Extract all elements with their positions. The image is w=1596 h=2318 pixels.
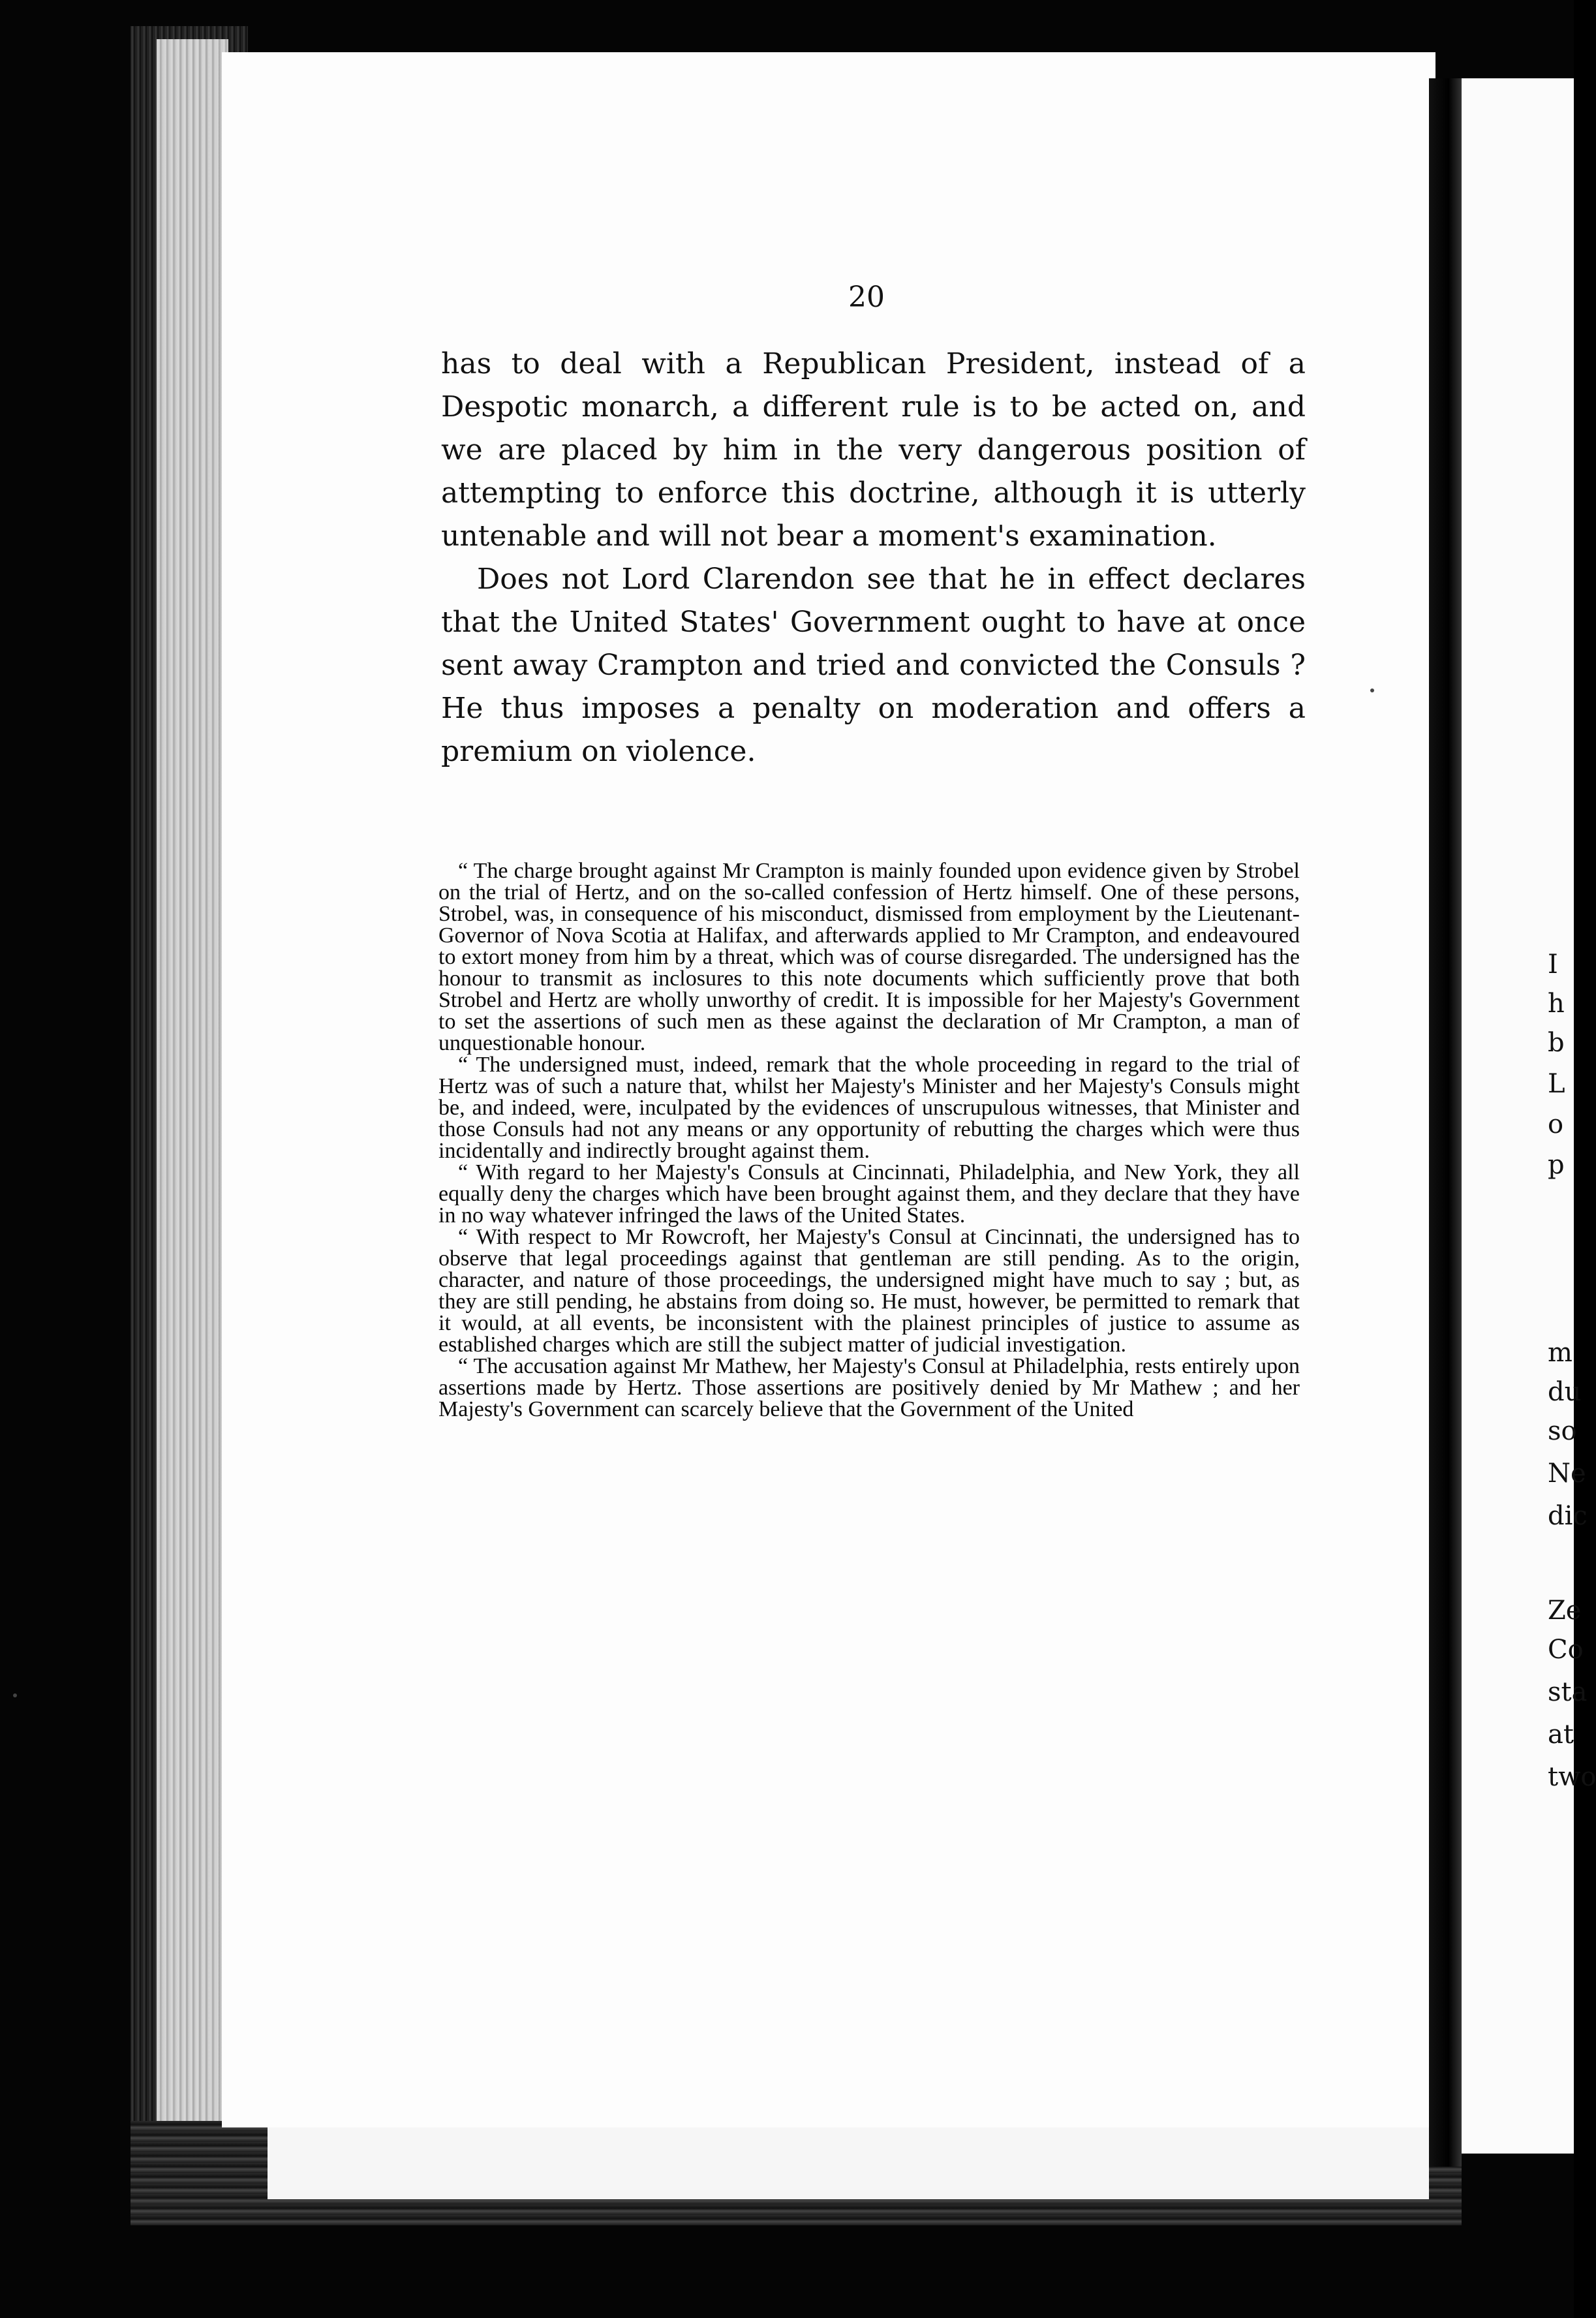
page-gutter [1429,78,1462,2167]
margin-fragment: dic [1548,1501,1588,1531]
quote-paragraph: “ The accusation against Mr Mathew, her Majesty's Consul at Philadelphia, rests entirely upon assertions made by Hertz. Those assertions are positively denied by Mr Mathew ; and her Majesty's Government can scarcely believe that the Government of the United [438,1354,1300,1421]
margin-fragment: du [1548,1377,1582,1407]
margin-fragment: p [1548,1150,1565,1180]
page-edges [157,39,228,2193]
main-body-text [441,343,1306,773]
body-paragraph: Does not Lord Clarendon see that he in effect declares that the United States' Government ought to have at once sent away Crampton and tried and convicted the Consuls ? He thus imposes a penalty on moderation and offers a premium on violence. [441,563,1306,768]
margin-fragment: I [1548,950,1558,980]
margin-fragment: Ze [1548,1596,1582,1626]
margin-fragment: o [1548,1109,1564,1139]
dust-speck [13,1693,17,1697]
quoted-dispatch [438,860,1300,1420]
body-paragraph: has to deal with a Republican President, instead of a Despotic monarch, a different rule is to be acted on, and we are placed by him in the very dangerous position of attempting to enforce this doctrine, although it is utterly untenable and will not bear a moment's examination. [441,347,1306,553]
margin-fragment: L [1548,1069,1565,1099]
quote-paragraph: “ With respect to Mr Rowcroft, her Majesty's Consul at Cincinnati, the undersigned has to observe that legal proceedings against that gentleman are still pending. As to the origin, character, and nature of those proceedings, the undersigned might have much to say ; but, as they are still pending, he abstains from doing so. He must, however, be permitted to remark that it would, at all events, be inconsistent with the plainest principles of justice to assume as established charges which are still the subject matter of judicial investigation. [438,1225,1300,1357]
margin-fragment: Co [1548,1635,1584,1665]
quote-paragraph: “ The charge brought against Mr Crampton is mainly founded upon evidence given by Strobel on the trial of Hertz, and on the so-called confession of Hertz himself. One of these persons, Strobel, was, in consequence of his misconduct, dismissed from employment by the Lieutenant-Governor of Nova Scotia at Halifax, and afterwards applied to Mr Crampton, and endeavoured to extort money from him by a threat, which was of course disregarded. The undersigned has the honour to transmit as inclosures to this note documents which sufficiently prove that both Strobel and Hertz are wholly unworthy of credit. It is impossible for her Majesty's Government to set the assertions of such men as these against the declaration of Mr Crampton, a man of unquestionable honour. [438,859,1300,1055]
margin-fragment: at [1548,1720,1574,1750]
margin-fragment: sta [1548,1677,1588,1707]
margin-fragment: h [1548,989,1565,1019]
margin-fragment: so [1548,1416,1577,1446]
margin-fragment: Ne [1548,1459,1586,1489]
margin-fragment: two [1548,1762,1596,1792]
page-number: 20 [848,281,885,314]
quote-paragraph: “ With regard to her Majesty's Consuls at Cincinnati, Philadelphia, and New York, they all equally deny the charges which have been brought against them, and they declare that they have in no way whatever infringed the laws of the United States. [438,1160,1300,1228]
lower-page-strip [268,2121,1429,2199]
quote-paragraph: “ The undersigned must, indeed, remark that the whole proceeding in regard to the trial of Hertz was of such a nature that, whilst her Majesty's Minister and her Majesty's Consuls might be, and indeed, were, inculpated by the evidences of unscrupulous witnesses, that Minister and those Consuls had not any means or any opportunity of rebutting the charges which were thus incidentally and indirectly brought against them. [438,1053,1300,1163]
dust-speck [1370,688,1374,692]
margin-fragment: m [1548,1338,1573,1368]
margin-fragment: b [1548,1028,1565,1058]
